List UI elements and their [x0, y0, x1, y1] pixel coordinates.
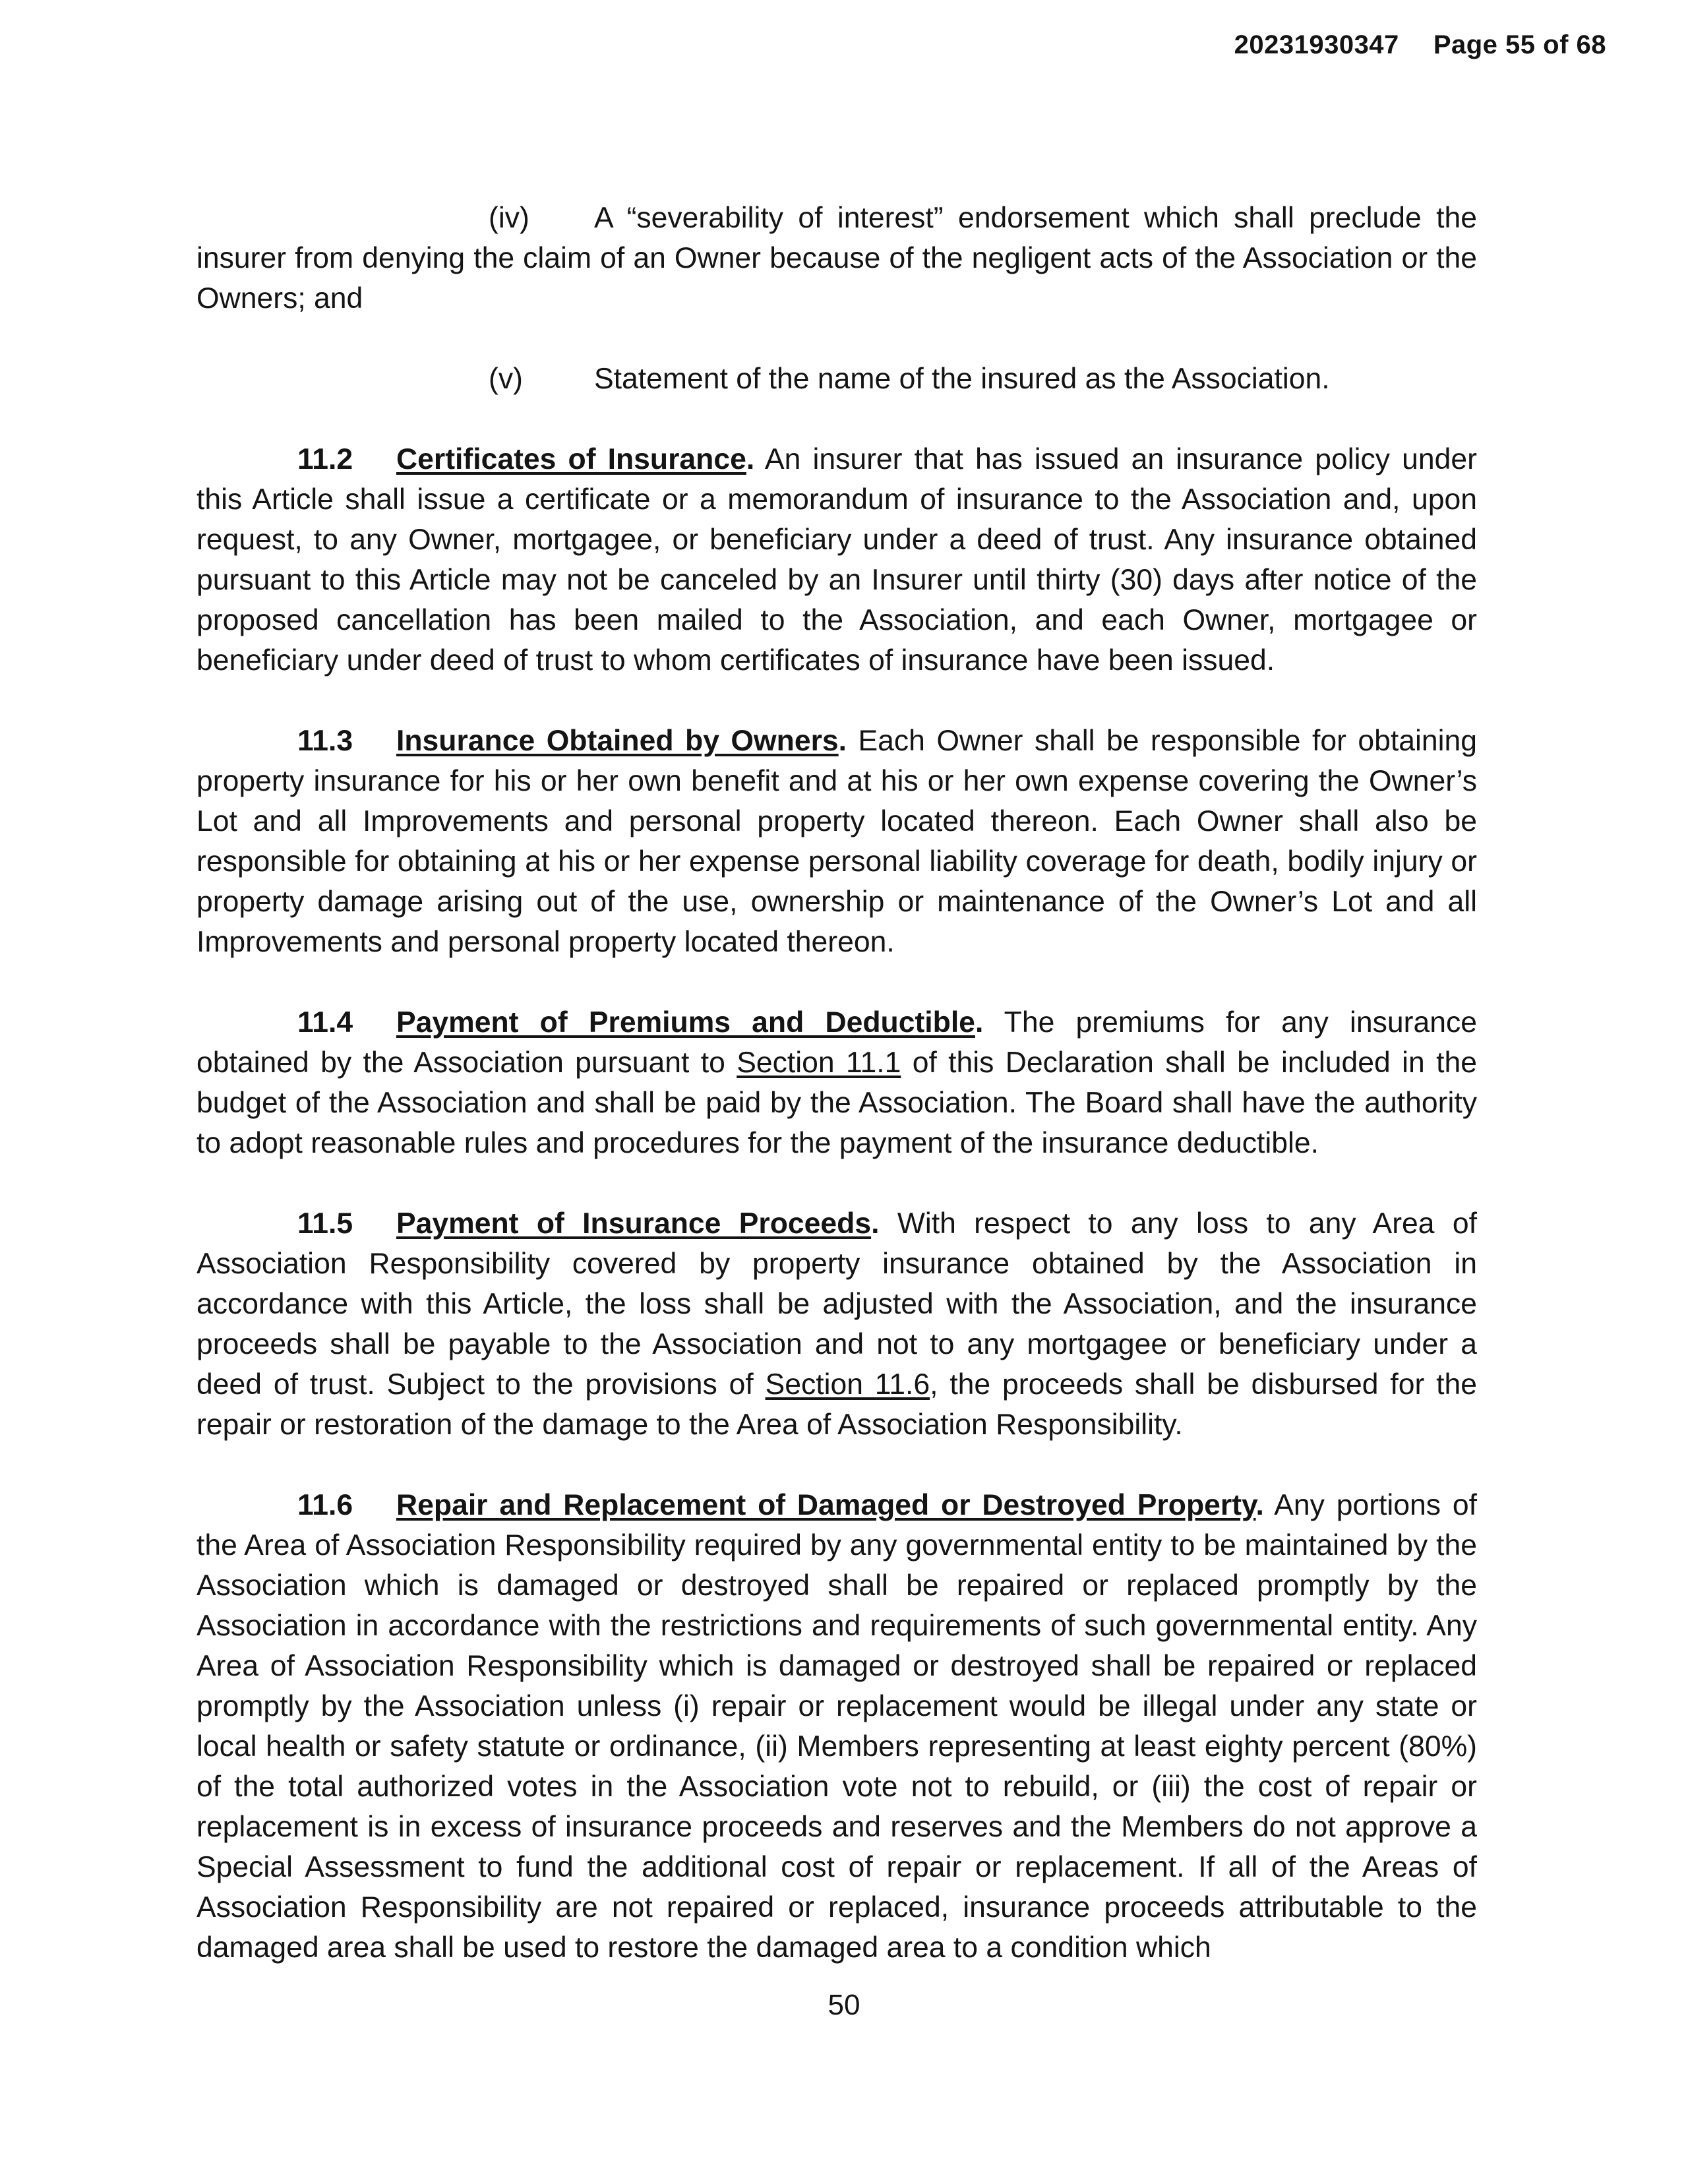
list-item-iv [196, 198, 1477, 318]
section-text: With respect to any loss to any Area of Association Responsibility covered by property insurance obtained by the Association in accordance with this Article, the loss shall be adjusted with the Association, and the insurance proceeds shall be payable to the Association and not to any mortgagee or beneficiary under a deed of trust. Subject to the provisions of [196, 1207, 1477, 1401]
section-number: 11.2 [297, 443, 353, 475]
document-header [1234, 30, 1606, 60]
section-11-5: 11.5 Payment of Insurance Proceeds. With respect to any loss to any Area of Association Responsibility covered by property insurance obtained by the Association in accordance with this Article, the loss shall be adjusted with the Association, and the insurance proceeds shall be payable to the Association and not to any mortgagee or beneficiary under a deed of trust. Subject to the provisions of Section 11.6, the proceeds shall be disbursed for the repair or restoration of the damage to the Area of Association Responsibility. [196, 1203, 1477, 1445]
section-text: Any portions of the Area of Association Responsibility required by any governmental entity to be maintained by the Association which is damaged or destroyed shall be repaired or replaced promptly by the Association in accordance with the restrictions and requirements of such governmental entity. Any Area of Association Responsibility which is damaged or destroyed shall be repaired or replaced promptly by the Association unless (i) repair or replacement would be illegal under any state or local health or safety statute or ordinance, (ii) Members representing at least eighty percent (80%) of the total authorized votes in the Association vote not to rebuild, or (iii) the cost of repair or replacement is in excess of insurance proceeds and reserves and the Members do not approve a Special Assessment to fund the additional cost of repair or replacement. If all of the Areas of Association Responsibility are not repaired or replaced, insurance proceeds attributable to the damaged area shall be used to restore the damaged area to a condition which [196, 1489, 1477, 1964]
section-number: 11.5 [297, 1207, 353, 1240]
document-number: 20231930347 [1234, 30, 1399, 59]
section-11-3: 11.3 Insurance Obtained by Owners. Each Owner shall be responsible for obtaining property insurance for his or her own benefit and at his or her own expense covering the Owner’s Lot and all Improvements and personal property located thereon. Each Owner shall also be responsible for obtaining at his or her expense personal liability coverage for death, bodily injury or property damage arising out of the use, ownership or maintenance of the Owner’s Lot and all Improvements and personal property located thereon. [196, 721, 1477, 962]
section-text: of this Declaration shall be included in the budget of the Association and shall be paid by the Association. The Board shall have the authority to adopt reasonable rules and procedures for the payment of the insurance deductible. [196, 1046, 1477, 1159]
document-body [196, 198, 1477, 2008]
list-item-text: A “severability of interest” endorsement which shall preclude the insurer from denying the claim of an Owner because of the negligent acts of the Association or the Owners; and [196, 202, 1477, 315]
section-number: 11.6 [297, 1489, 353, 1521]
list-item-number: (iv) [489, 202, 529, 234]
section-title: Certificates of Insurance [396, 443, 746, 475]
page-number: 50 [828, 1989, 860, 2021]
section-text: An insurer that has issued an insurance policy under this Article shall issue a certificate or a memorandum of insurance to the Association and, upon request, to any Owner, mortgagee, or beneficiary under a deed of trust. Any insurance obtained pursuant to this Article may not be canceled by an Insurer until thirty (30) days after notice of the proposed cancellation has been mailed to the Association, and each Owner, mortgagee or beneficiary under deed of trust to whom certificates of insurance have been issued. [196, 443, 1477, 677]
section-11-2: 11.2 Certificates of Insurance. An insurer that has issued an insurance policy under this Article shall issue a certificate or a memorandum of insurance to the Association and, upon request, to any Owner, mortgagee, or beneficiary under a deed of trust. Any insurance obtained pursuant to this Article may not be canceled by an Insurer until thirty (30) days after notice of the proposed cancellation has been mailed to the Association, and each Owner, mortgagee or beneficiary under deed of trust to whom certificates of insurance have been issued. [196, 439, 1477, 681]
section-text: Each Owner shall be responsible for obtaining property insurance for his or her own benefit and at his or her own expense covering the Owner’s Lot and all Improvements and personal property located thereon. Each Owner shall also be responsible for obtaining at his or her expense personal liability coverage for death, bodily injury or property damage arising out of the use, ownership or maintenance of the Owner’s Lot and all Improvements and personal property located thereon. [196, 725, 1478, 958]
section-title: Payment of Insurance Proceeds [396, 1207, 872, 1240]
section-reference: Section 11.1 [737, 1046, 901, 1079]
section-text: , the proceeds shall be disbursed for the repair or restoration of the damage to the Area of Association Responsibility. [196, 1368, 1478, 1441]
section-title: Insurance Obtained by Owners [396, 725, 839, 757]
page-indicator: Page 55 of 68 [1433, 30, 1606, 59]
section-number: 11.4 [297, 1006, 353, 1039]
section-number: 11.3 [297, 725, 353, 757]
section-11-4: 11.4 Payment of Premiums and Deductible. The premiums for any insurance obtained by the Association pursuant to Section 11.1 of this Declaration shall be included in the budget of the Association and shall be paid by the Association. The Board shall have the authority to adopt reasonable rules and procedures for the payment of the insurance deductible. [196, 1002, 1477, 1163]
section-text: The premiums for any insurance obtained by the Association pursuant to [196, 1006, 1477, 1079]
section-title: Repair and Replacement of Damaged or Destroyed Property [396, 1489, 1256, 1521]
list-item-v [196, 359, 1477, 399]
list-item-number: (v) [489, 363, 523, 395]
section-reference: Section 11.6 [765, 1368, 930, 1401]
section-title: Payment of Premiums and Deductible [396, 1006, 975, 1039]
section-11-6: 11.6 Repair and Replacement of Damaged or Destroyed Property. Any portions of the Area of Association Responsibility required by any governmental entity to be maintained by the Association which is damaged or destroyed shall be repaired or replaced promptly by the Association in accordance with the restrictions and requirements of such governmental entity. Any Area of Association Responsibility which is damaged or destroyed shall be repaired or replaced promptly by the Association unless (i) repair or replacement would be illegal under any state or local health or safety statute or ordinance, (ii) Members representing at least eighty percent (80%) of the total authorized votes in the Association vote not to rebuild, or (iii) the cost of repair or replacement is in excess of insurance proceeds and reserves and the Members do not approve a Special Assessment to fund the additional cost of repair or replacement. If all of the Areas of Association Responsibility are not repaired or replaced, insurance proceeds attributable to the damaged area shall be used to restore the damaged area to a condition which [196, 1485, 1477, 1968]
list-item-text: Statement of the name of the insured as the Association. [594, 363, 1330, 395]
